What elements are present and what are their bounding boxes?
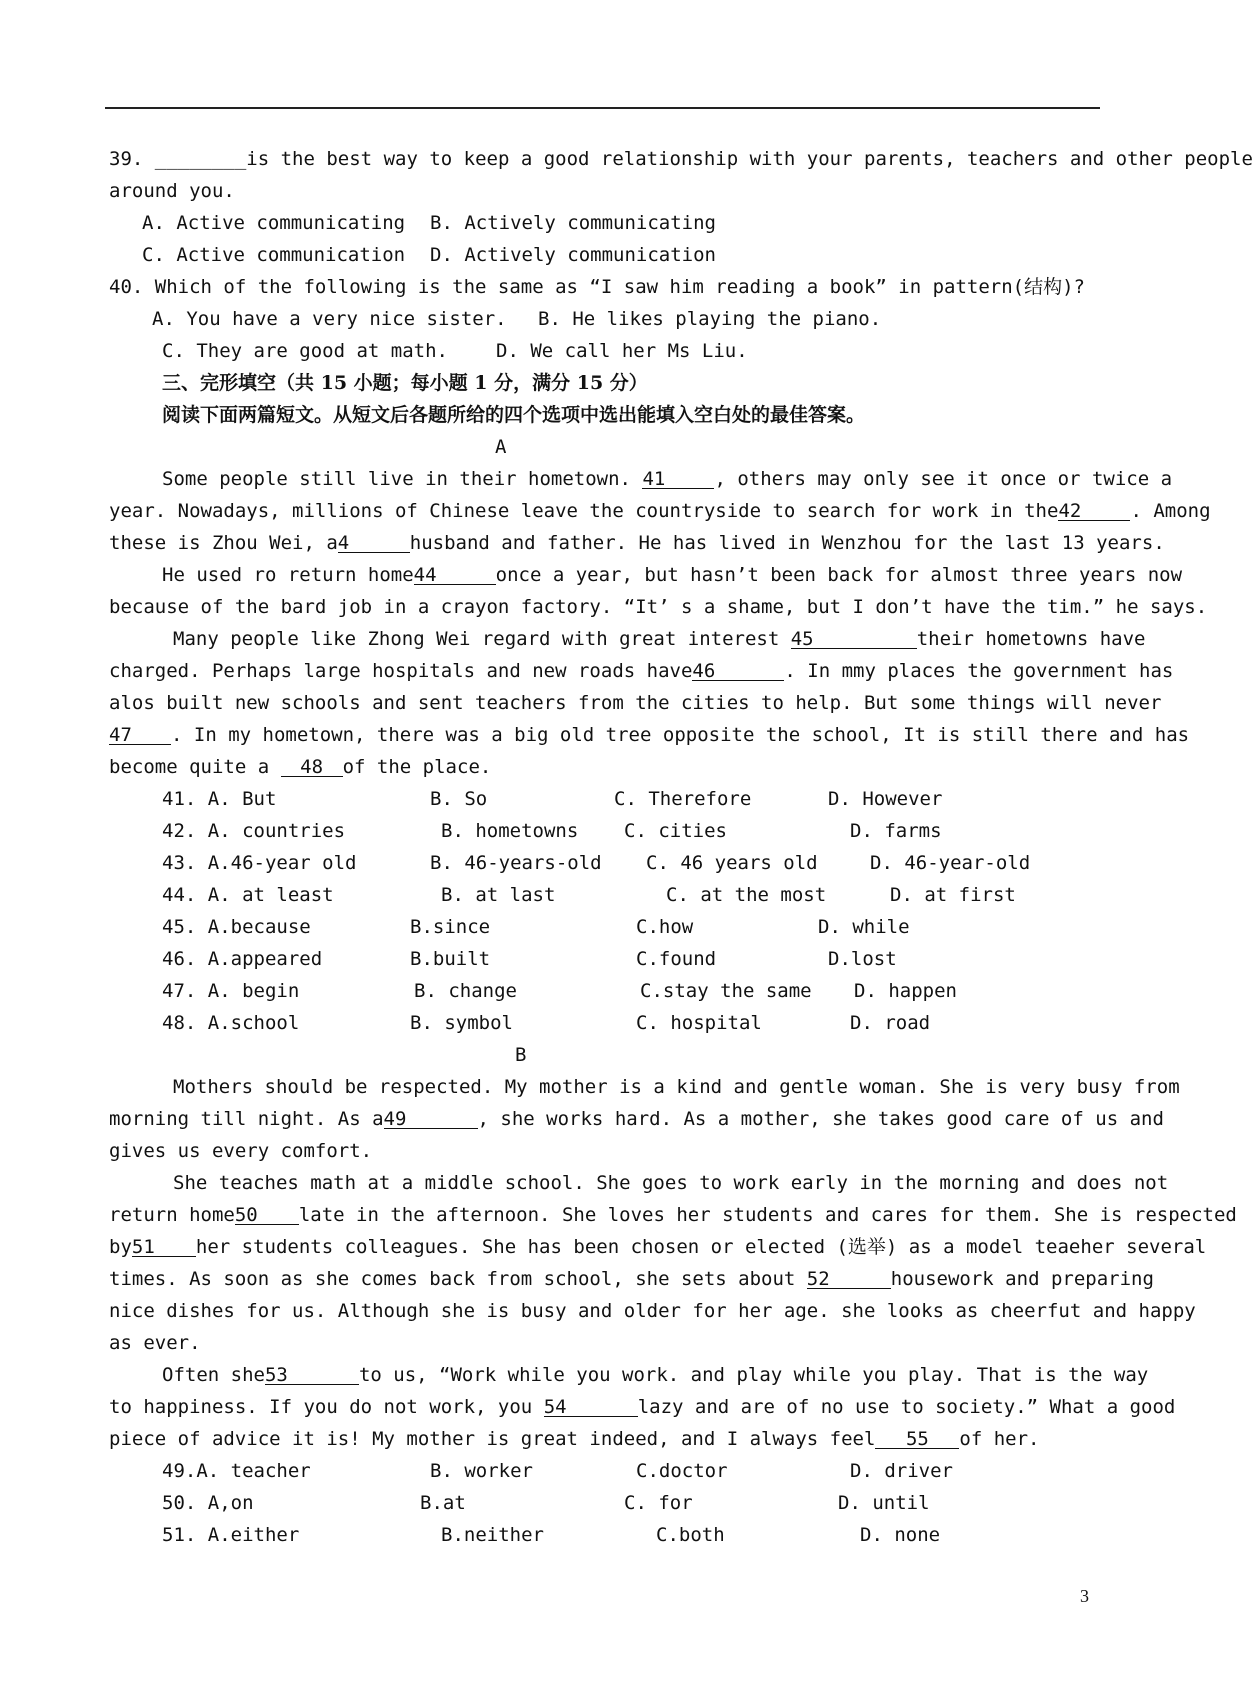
q40-option-d: D. We call her Ms Liu.: [496, 340, 748, 362]
option-45-b: B.since: [410, 916, 491, 938]
option-49-d: D. driver: [850, 1460, 953, 1482]
option-43-a: 43. A.46-year old: [162, 852, 357, 874]
passage-b-line-2: morning till night. As a49 , she works hard. As a mother, she takes good care of us and: [109, 1108, 1164, 1130]
option-51-a: 51. A.either: [162, 1524, 300, 1546]
option-43-c: C. 46 years old: [646, 852, 818, 874]
option-51-d: D. none: [860, 1524, 941, 1546]
option-44-d: D. at first: [890, 884, 1016, 906]
option-47-d: D. happen: [854, 980, 957, 1002]
option-46-c: C.found: [636, 948, 717, 970]
option-46-b: B.built: [410, 948, 491, 970]
blank-55: 55: [875, 1430, 959, 1449]
option-49-a: 49.A. teacher: [162, 1460, 311, 1482]
question-number: 39.: [109, 148, 144, 170]
option-50-b: B.at: [420, 1492, 466, 1514]
blank-50: 50: [235, 1206, 299, 1225]
option-49-b: B. worker: [430, 1460, 533, 1482]
option-42-c: C. cities: [624, 820, 727, 842]
option-41-d: D. However: [828, 788, 943, 810]
option-51-c: C.both: [656, 1524, 725, 1546]
passage-b-line-9: as ever.: [109, 1332, 201, 1354]
question-text: is the best way to keep a good relationship with your parents, teachers and other people: [246, 148, 1253, 170]
blank-51: 51: [132, 1238, 196, 1257]
passage-a-line-9: 47 . In my hometown, there was a big old tree opposite the school, It is still there and has: [109, 724, 1190, 746]
q40-option-a: A. You have a very nice sister.: [152, 308, 507, 330]
option-48-b: B. symbol: [410, 1012, 513, 1034]
passage-a-line-7: charged. Perhaps large hospitals and new roads have46 . In mmy places the government has: [109, 660, 1174, 682]
header-rule: [105, 107, 1100, 109]
option-48-c: C. hospital: [636, 1012, 762, 1034]
option-47-b: B. change: [414, 980, 517, 1002]
page-number: 3: [1080, 1586, 1089, 1606]
blank-48: 48: [281, 758, 343, 777]
option-45-c: C.how: [636, 916, 694, 938]
passage-b-line-4: She teaches math at a middle school. She goes to work early in the morning and does not: [173, 1172, 1169, 1194]
passage-b-line-11: to happiness. If you do not work, you 54 lazy and are of no use to society.” What a good: [109, 1396, 1176, 1418]
blank-46: 46: [692, 662, 784, 681]
q39-option-c: C. Active communication: [142, 244, 406, 266]
option-49-c: C.doctor: [636, 1460, 728, 1482]
option-48-a: 48. A.school: [162, 1012, 300, 1034]
option-51-b: B.neither: [441, 1524, 544, 1546]
passage-a-label: A: [495, 436, 507, 458]
answer-blank: ________: [154, 148, 247, 170]
passage-a-line-4: He used ro return home44 once a year, but hasn’t been back for almost three years now: [162, 564, 1183, 586]
blank-42: 42: [1058, 502, 1130, 521]
option-44-b: B. at last: [441, 884, 556, 906]
passage-b-line-5: return home50 late in the afternoon. She loves her students and cares for them. She is respected: [109, 1204, 1237, 1226]
option-47-c: C.stay the same: [640, 980, 812, 1002]
option-42-d: D. farms: [850, 820, 942, 842]
passage-b-line-1: Mothers should be respected. My mother is a kind and gentle woman. She is very busy from: [173, 1076, 1180, 1098]
blank-43: 4: [338, 534, 410, 553]
passage-a-line-3: these is Zhou Wei, a4 husband and father. He has lived in Wenzhou for the last 13 years.: [109, 532, 1165, 554]
blank-45: 45: [791, 630, 917, 649]
passage-a-line-2: year. Nowadays, millions of Chinese leave the countryside to search for work in the42 . Among: [109, 500, 1211, 522]
question-40-line: 40. Which of the following is the same as “I saw him reading a book” in pattern(结构)?: [109, 276, 1085, 298]
option-44-a: 44. A. at least: [162, 884, 334, 906]
option-43-d: D. 46-year-old: [870, 852, 1031, 874]
passage-a-line-6: Many people like Zhong Wei regard with great interest 45 their hometowns have: [173, 628, 1146, 650]
blank-54: 54: [544, 1398, 638, 1417]
passage-b-line-3: gives us every comfort.: [109, 1140, 373, 1162]
option-50-d: D. until: [838, 1492, 930, 1514]
option-41-c: C. Therefore: [614, 788, 752, 810]
option-46-a: 46. A.appeared: [162, 948, 323, 970]
blank-52: 52: [807, 1270, 891, 1289]
passage-b-line-8: nice dishes for us. Although she is busy and older for her age. she looks as cheerfut and happy: [109, 1300, 1196, 1322]
option-41-a: 41. A. But: [162, 788, 277, 810]
section-heading: 三、完形填空（共 15 小题；每小题 1 分，满分 15 分）: [162, 372, 648, 394]
passage-b-line-12: piece of advice it is! My mother is great indeed, and I always feel 55 of her.: [109, 1428, 1040, 1450]
passage-b-line-10: Often she53 to us, “Work while you work. and play while you play. That is the way: [162, 1364, 1149, 1386]
option-50-c: C. for: [624, 1492, 693, 1514]
blank-41: 41: [642, 470, 714, 489]
passage-b-line-7: times. As soon as she comes back from school, she sets about 52 housework and preparing: [109, 1268, 1154, 1290]
passage-a-line-5: because of the bard job in a crayon factory. “It’ s a shame, but I don’t have the tim.” he says.: [109, 596, 1208, 618]
blank-49: 49: [384, 1110, 478, 1129]
option-48-d: D. road: [850, 1012, 931, 1034]
q40-option-b: B. He likes playing the piano.: [538, 308, 882, 330]
option-43-b: B. 46-years-old: [430, 852, 602, 874]
q39-option-b: B. Actively communicating: [430, 212, 716, 234]
blank-47: 47: [109, 726, 171, 745]
option-50-a: 50. A,on: [162, 1492, 254, 1514]
passage-a-line-10: become quite a 48 of the place.: [109, 756, 492, 778]
option-46-d: D.lost: [828, 948, 897, 970]
option-42-a: 42. A. countries: [162, 820, 346, 842]
option-41-b: B. So: [430, 788, 488, 810]
passage-a-line-1: Some people still live in their hometown. 41 , others may only see it once or twice a: [162, 468, 1173, 490]
question-39-line-1: [109, 148, 1253, 170]
q39-option-d: D. Actively communication: [430, 244, 716, 266]
question-39-line-2: around you.: [109, 180, 235, 202]
passage-b-line-6: by51 her students colleagues. She has been chosen or elected (选举) as a model teaeher several: [109, 1236, 1207, 1258]
option-45-d: D. while: [818, 916, 910, 938]
q39-option-a: A. Active communicating: [142, 212, 406, 234]
option-44-c: C. at the most: [666, 884, 827, 906]
option-47-a: 47. A. begin: [162, 980, 300, 1002]
blank-44: 44: [414, 566, 496, 585]
option-45-a: 45. A.because: [162, 916, 311, 938]
passage-b-label: B: [515, 1044, 527, 1066]
passage-a-line-8: alos built new schools and sent teachers from the cities to help. But some things will never: [109, 692, 1162, 714]
section-instruction: 阅读下面两篇短文。从短文后各题所给的四个选项中选出能填入空白处的最佳答案。: [162, 404, 866, 426]
option-42-b: B. hometowns: [441, 820, 579, 842]
q40-option-c: C. They are good at math.: [162, 340, 448, 362]
blank-53: 53: [265, 1366, 359, 1385]
